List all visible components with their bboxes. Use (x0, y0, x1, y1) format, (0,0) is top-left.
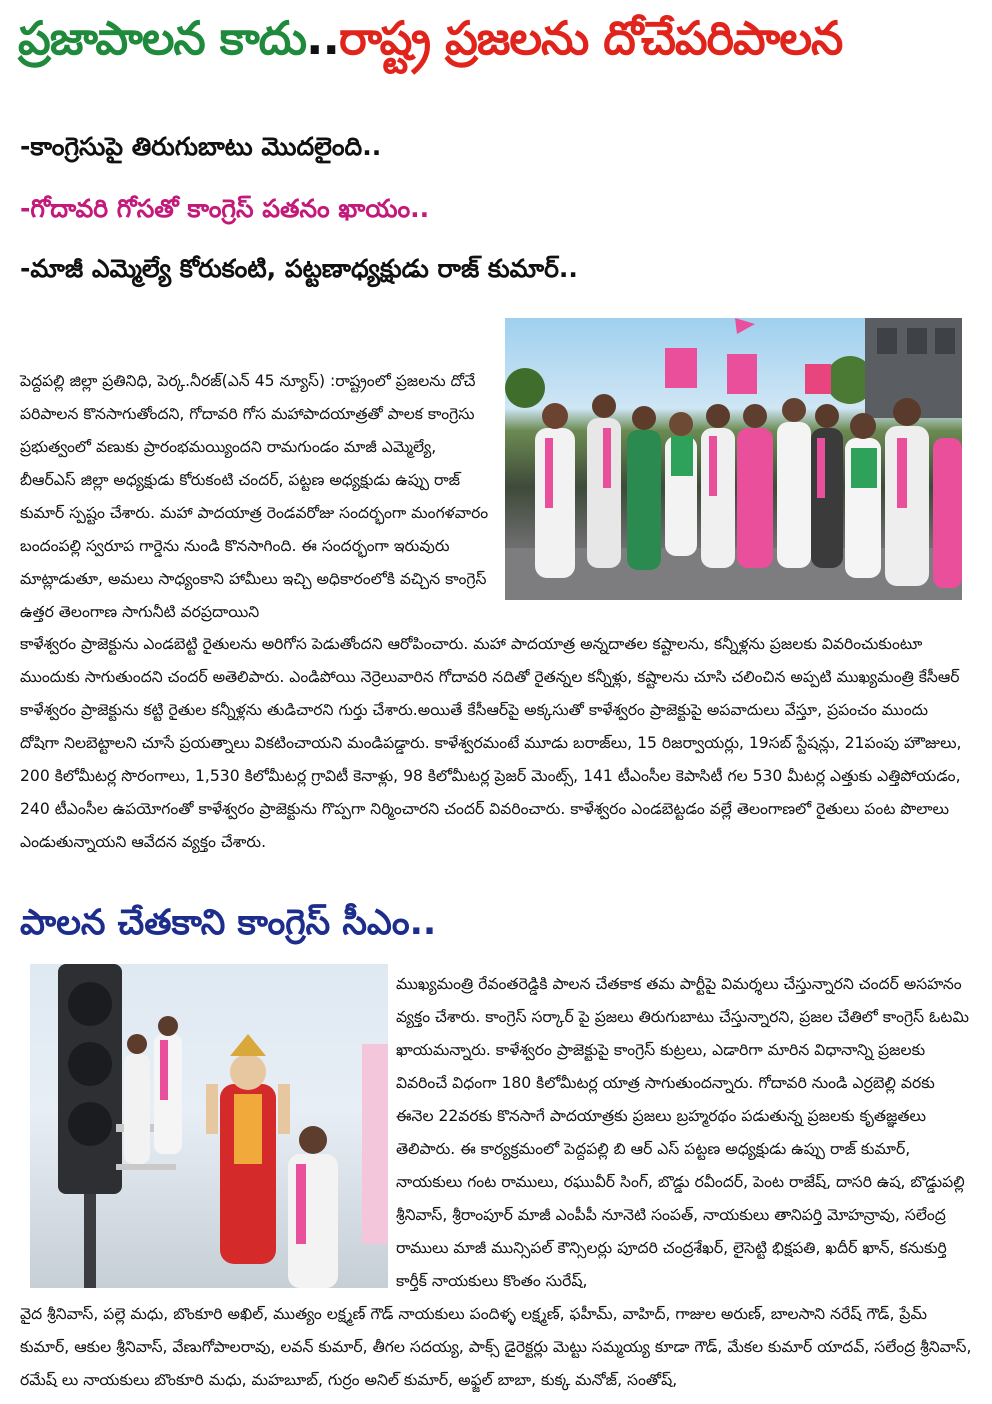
section-2-title: పాలన చేతకాని కాంగ్రెస్ సీఎం.. (20, 903, 437, 943)
headline-part-2: రాష్ట్ర ప్రజలను దోచేపరిపాలన (338, 11, 843, 65)
article-1-continuation: కాళేశ్వరం ప్రాజెక్టును ఎండబెట్టి రైతులను అరిగోస పెడుతోందని ఆరోపించారు. మహా పాదయాత్ర అన్నదాతల కష్టాలను, కన్నీళ్లను ప్రజలకు వివరించుకుంటూ ముందుకు సాగుతుందని చందర్ అతెలిపారు. ఎండిపోయి నెర్రెలువారిన గోదావరి నదితో రైతన్నల కన్నీళ్లు, కష్టాలను చూసి చలించిన అప్పటి ముఖ్యమంత్రి కేసీఆర్ కాళేశ్వరం ప్రాజెక్టును కట్టి రైతుల కన్నీళ్లను తుడిచారని గుర్తు చేశారు.అయితే కేసీఆర్‌పై అక్కసుతో కాళేశ్వరం ప్రాజెక్టుపై అపవాదులు వేస్తూ, ప్రపంచం ముందు దోషిగా నిలబెట్టాలని చూసే ప్రయత్నాలు వికటించాయని మండిపడ్డారు. కాళేశ్వరమంటే మూడు బరాజ్‌లు, 15 రిజర్వాయర్లు, 19సబ్ స్టేషన్లు, 21పంపు హౌజులు, 200 కిలోమీటర్ల సొరంగాలు, 1,530 కిలోమీటర్ల గ్రావిటీ కెనాళ్లు, 98 కిలోమీటర్ల ప్రెజర్ మెంట్స్, 141 టీఎంసీల కెపాసిటీ గల 530 మీటర్ల ఎత్తుకు ఎత్తిపోయడం, 240 టీఎంసీల ఉపయోగంతో కాళేశ్వరం ప్రాజెక్టును గొప్పగా నిర్మించారని చందర్ వివరించారు. కాళేశ్వరం ఎండబెట్టడం వల్లే తెలంగాణలో రైతులు పంట పొలాలు ఎండుతున్నాయని ఆవేదన వ్యక్తం చేశారు. (20, 635, 962, 851)
headline-part-1: ప్రజాపాలన కాదు (18, 11, 307, 65)
subhead-2: -గోదావరి గోసతో కాంగ్రెస్ పతనం ఖాయం.. (20, 194, 430, 223)
padayatra-group-illustration (505, 318, 962, 600)
headline-separator: .. (306, 11, 339, 65)
headline (18, 6, 978, 70)
article-2-lead: ముఖ్యమంత్రి రేవంతరెడ్డికి పాలన చేతకాక తమ పార్టీపై విమర్శలు చేస్తున్నారని చందర్ అసహనం వ్యక్తం చేశారు. కాంగ్రెస్ సర్కార్ పై ప్రజలు తిరుగుబాటు చేస్తున్నారని, ప్రజల చేతిలో కాంగ్రెస్ ఓటమి ఖాయమన్నారు. కాళేశ్వరం ప్రాజెక్టుపై కాంగ్రెస్ కుట్రలు, ఎడారిగా మారిన విధానాన్ని ప్రజలకు వివరించే విధంగా 180 కిలోమీటర్ల యాత్ర సాగుతుందన్నారు. గోదావరి నుండి ఎర్రబెల్లి వరకు ఈనెల 22వరకు కొనసాగే పాదయాత్రకు ప్రజలు బ్రహ్మరథం పడుతున్న ప్రజలకు కృతజ్ఞతలు తెలిపారు. ఈ కార్యక్రమంలో పెద్దపల్లి బి ఆర్ ఎస్ పట్టణ అధ్యక్షుడు ఉప్పు రాజ్ కుమార్, నాయకులు గంట రాములు, రఘువీర్ సింగ్, బొడ్డు రవీందర్, పెంట రాజేష్, దాసరి ఉష, బొడ్డుపల్లి శ్రీనివాస్, శ్రీరాంపూర్ మాజీ ఎంపీపీ నూనెటి సంపత్, నాయకులు తానిపర్తి మోహన్రావు, సలేంద్ర రాములు మాజీ మున్సిపల్ కౌన్సిలర్లు పూదరి చంద్రశేఖర్, లైసెట్టి భిక్షపతి, ఖదీర్ ఖాన్, కనుకుర్తి కార్తీక్ నాయకులు కొంతం సురేష్, (396, 975, 969, 1290)
statue-garlanding-photo (30, 964, 388, 1288)
subhead-1: -కాంగ్రెసుపై తిరుగుబాటు మొదలైంది.. (20, 132, 382, 161)
subhead-3: -మాజీ ఎమ్మెల్యే కోరుకంటి, పట్టణాధ్యక్షుడు రాజ్ కుమార్.. (20, 254, 578, 283)
article-2-continuation: వైద శ్రీనివాస్, పల్లె మధు, బొంకూరి అఖిల్, ముత్యం లక్ష్మణ్ గౌడ్ నాయకులు పందిళ్ళ లక్ష్మణ్, ఫహీమ్, వాహిద్, గాజుల అరుణ్, బాలసాని నరేష్ గౌడ్, ప్రేమ్ కుమార్, ఆకుల శ్రీనివాస్, వేణుగోపాలరావు, లవన్ కుమార్, తీగల సదయ్య, పాక్స్ డైరెక్టర్లు మెట్టు సమ్మయ్య కూడా గౌడ్, మేకల కుమార్ యాదవ్, సలేంద్ర శ్రీనివాస్, రమేష్ లు నాయకులు బొంకూరి మధు, మహబూబ్, గుర్రం అనిల్ కుమార్, అఫ్జల్ బాబా, కుక్క మనోజ్, సంతోష్, (20, 1305, 972, 1389)
article-1-lead: పెద్దపల్లి జిల్లా ప్రతినిధి, పెర్క.నీరజ్(ఎన్ 45 న్యూస్) :రాష్ట్రంలో ప్రజలను దోచే పరిపాలన కొనసాగుతోందని, గోదావరి గోస మహాపాదయాత్రతో పాలక కాంగ్రెసు ప్రభుత్వంలో వణుకు ప్రారంభమయ్యిందని రామగుండం మాజీ ఎమ్మెల్యే, బీఆర్ఎస్ జిల్లా అధ్యక్షుడు కోరుకంటి చందర్, పట్టణ అధ్యక్షుడు ఉప్పు రాజ్ కుమార్ స్పష్టం చేశారు. మహా పాదయాత్ర రెండవరోజు సందర్భంగా మంగళవారం బందంపల్లి స్వరూప గార్డెను నుండి కొనసాగింది. ఈ సందర్భంగా ఇరువురు మాట్లాడుతూ, అమలు సాధ్యంకాని హామీలు ఇచ్చి అధికారంలోకి వచ్చిన కాంగ్రెస్ ఉత్తర తెలంగాణ సాగునీటి వరప్రదాయిని (20, 372, 489, 621)
statue-garlanding-illustration (30, 964, 388, 1288)
padayatra-group-photo (505, 318, 962, 600)
